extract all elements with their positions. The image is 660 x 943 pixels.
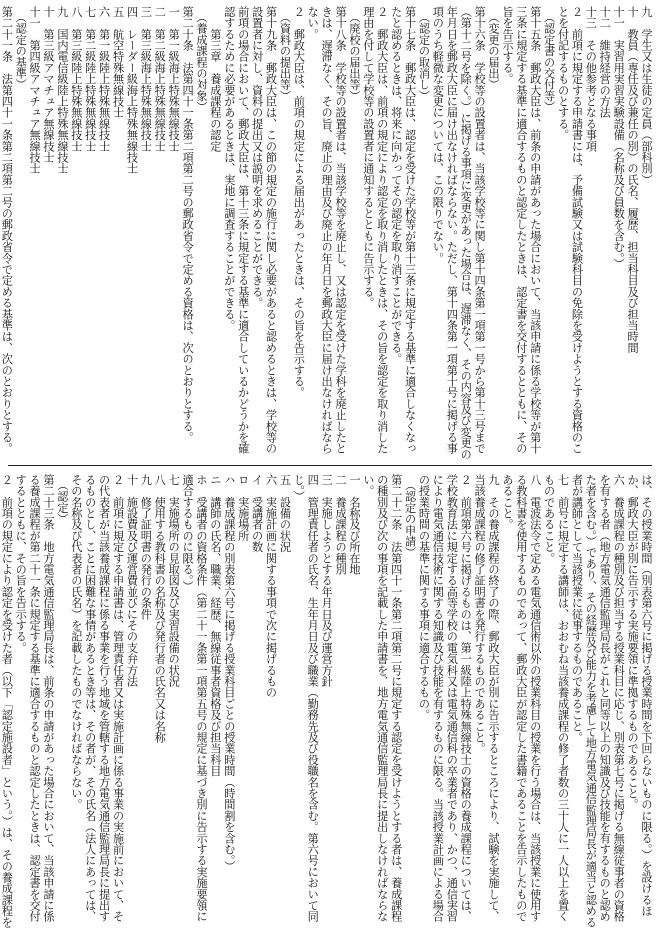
body-text: 九 学生又は生徒の定員（部科別） 十 教員（専任及び兼任の別）の氏名、履歴、担当科目及び担当時間 十一 実習用実習実験設備（名称及び員数を含む。） 十二 維持経営の方法 十三 その他参考となる事項 ２ 前項に規定する申請書には、予備試験又は試験科目の免除を受けようとする資格のことを付記するものとする。 （認定書の交付等） 第十五条 郵政大臣は、前条の申請があった場合において、当該申請に係る学校等が第十三条に規定する基準に適合するものと認定したときは、認定書を交付するとともに、その旨を告示する。 （変更の届出） 第十六条 学校等の設置者は、当該学校等に関し第十四条第一項第一号から第十三号まで（第十二号を除く。）に掲げる事項に変更があった場合は、遅滞なく、その内容及び変更の年月日を郵政大臣に届け出なければならない。ただし、第十四条第一項第十号に掲げる事項のうち軽微な変更については、この限りでない。 （認定の取消し） 第十七条 郵政大臣は、認定を受けた学校等が第十三条に規定する基準に適合しなくなったと認めるときは、将来に向かってその認定を取り消すことができる。 ２ 郵政大臣は、前項の規定により認定を取り消したときは、その旨を認定を取り消した理由を付して学校等の設置者に通知するとともに告示する。 （廃校の届出等） 第十八条 学校等の設置者は、当該学校等を廃止し、又は認定を受けた学科を廃止したときは、遅滞なく、その旨、廃止の理由及び廃止の年月日を郵政大臣に届け出なければならない。 ２ 郵政大臣は、前項の規定による届出があったときは、その旨を告示する。 （資料の提出等） 第十九条 郵政大臣は、この節の規定の施行に関し必要があると認めるときは、学校等の設置者に対し、資料の提出又は説明を求めることができる。 前項の場合において、郵政大臣は、第十三条に規定する基準に適合しているかどうかを確認するために必要があるときは、実地に調査することができる。 第三章 養成課程の認定 （養成課程の対象） 第二十条 法第四十一条第二項第二号の郵政省令で定める資格は、次のとおりとする。 一 第一級海上特殊無線技士 二 第二級海上特殊無線技士 三 第三級海上特殊無線技士 四 レーダー級海上特殊無線技士 五 航空特殊無線技士 六 第一級陸上特殊無線技士 七 第二級陸上特殊無線技士 八 第三級陸上特殊無線技士 九 国内電信級陸上特殊無線技士 十 第三級アマチュア無線技士 十一 第四級アマチュア無線技士 （認定の基準） 第二十一条 法第四十一条第二項第二号の郵政省令で定める基準は、次のとおりとする。	[0, 6, 653, 460]
block-divider	[8, 465, 652, 466]
text-block-top	[0, 6, 653, 461]
text-block-bottom	[0, 474, 653, 929]
body-text: は、その授業時間（別表第六号に掲げる授業時間を下回らないものに限る。）を設けるほか、郵政大臣が別に告示する実施要領に準拠するものであること。 六 養成課程の種別及び担当する授業科目に応じ、別表第七号に掲げる無線従事者の資格を有する者（地方電気通信監理局長がこれと同等以上の知識及び技能を有するものと認めた者を含む。）であり、その経歴及び能力を考慮して地方電気通信監理局長が適当と認める者が講師として当該授業に従事するものであること。 七 前号に規定する講師は、おおむね当該養成課程の修了者数の三十人に一人以上を置くものであること。 八 電波法令で定める電気通信術以外の授業科目の授業を行う場合は、当該授業に使用する教科書を使用するものであって、郵政大臣が認定した書籍であることを告示したものであること。 九 その養成課程の終了の際、郵政大臣が別に告示するところにより、試験を実施して、当該養成課程の修了証明書を発行するものであること。 ２ 前項第六号に掲げるものは、第一級陸上特殊無線技士の資格の養成課程については、学校教育法に規定する高等学校の電気科又は電気通信科の卒業者であり、かつ、通信実習により電気通信技術に関する知識及び技能を有するものに限る。当該授業計画による場合の授業時間の基準に関する事項に適合するもの。 （認定の申請） 第二十二条 法第四十一条第二項第二号に規定する認定を受けようとする者は、養成課程の種別及び次の事項を記載した申請書を、地方電気通信監理局長に提出しなければならない。 一 名称及び所在地 二 養成課程の種別 三 実施しようとする年月日及び運営方針 四 管理責任者の氏名、生年月日及び職業（勤務先及び役職名を含む。第六号において同じ。） 五 設備の状況 六 実施計画に関する事項で次に掲げるもの イ 受講者の数 ロ 実施場所 ハ 養成課程の別表第六号に掲げる授業科目ごとの授業時間（時間割を含む。） ニ 講師の氏名、職業、経歴、無線従事者資格及び担当科目 ホ 受講者の資格条件（第二十一条第一項第五号の規定に基づき別に告示する実施要領に適合するものに限る。） 七 実施場所の見取図及び実習設備の状況 八 使用する教科書の名称及び発行者の氏名又は名称 九 修了証明書の発行の条件 十 施設費及び運営費並びにその支弁方法 ２ 前項に規定する申請書は、管理責任者又は実施計画に係る事業の実施前において、その代表者が当該養成課程に係る事業を行う地域を管轄する地方電気通信監理局長に提出するものとし、ことに困難な事情があるとき等は、その者が、その氏名（法人にあっては、その名称及び代表者の氏名）を記載したものでなければならない。 （認定） 第二十三条 地方電気通信監理局長は、前条の申請があった場合において、当該申請に係る養成課程が第二十一条に規定する基準に適合するものと認定したときは、認定書を交付するとともに、その旨を告示する。 ２ 前項の規定により認定を受けた者（以下「認定施設者」という。）は、その養成課程を	[0, 474, 653, 928]
